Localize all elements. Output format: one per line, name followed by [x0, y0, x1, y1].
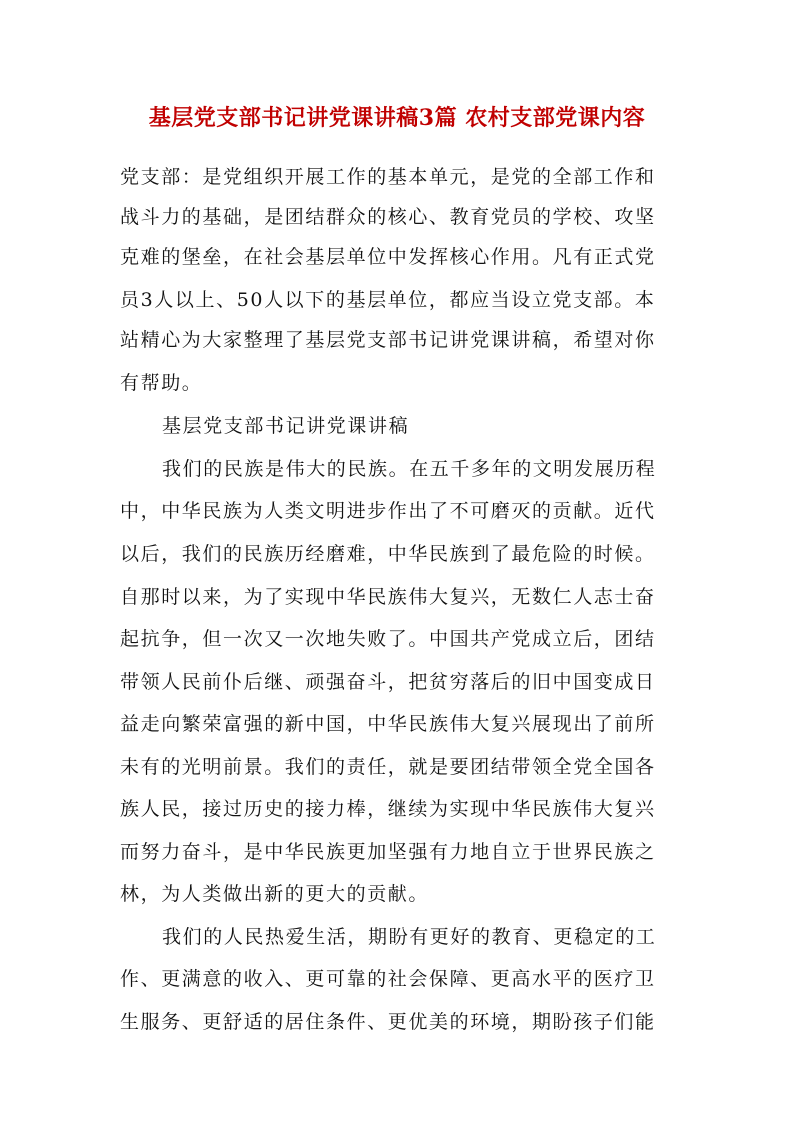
section-heading: 基层党支部书记讲党课讲稿	[162, 415, 410, 437]
paragraph-line: 我们的人民热爱生活，期盼有更好的教育、更稳定的工	[162, 926, 657, 948]
paragraph-line: 益走向繁荣富强的新中国，中华民族伟大复兴展现出了前所	[120, 713, 656, 735]
paragraph-line: 以后，我们的民族历经磨难，中华民族到了最危险的时候。	[120, 543, 656, 565]
intro-line: 站精心为大家整理了基层党支部书记讲党课讲稿，希望对你	[120, 329, 656, 351]
paragraph-line: 我们的民族是伟大的民族。在五千多年的文明发展历程	[162, 458, 657, 480]
paragraph-line: 未有的光明前景。我们的责任，就是要团结带领全党全国各	[120, 756, 656, 778]
paragraph-line: 族人民，接过历史的接力棒，继续为实现中华民族伟大复兴	[120, 798, 656, 820]
paragraph-line: 林，为人类做出新的更大的贡献。	[120, 883, 430, 905]
paragraph-line: 自那时以来，为了实现中华民族伟大复兴，无数仁人志士奋	[120, 586, 656, 608]
document-title: 基层党支部书记讲党课讲稿3篇 农村支部党课内容	[148, 105, 646, 131]
paragraph-line: 带领人民前仆后继、顽强奋斗，把贫穷落后的旧中国变成日	[120, 671, 656, 693]
paragraph-line: 生服务、更舒适的居住条件、更优美的环境，期盼孩子们能	[120, 1011, 656, 1033]
intro-line: 员3人以上、50人以下的基层单位，都应当设立党支部。本	[120, 289, 656, 311]
paragraph-line: 作、更满意的收入、更可靠的社会保障、更高水平的医疗卫	[120, 968, 656, 990]
intro-line: 有帮助。	[120, 372, 203, 394]
paragraph-line: 而努力奋斗，是中华民族更加坚强有力地自立于世界民族之	[120, 841, 656, 863]
intro-line: 战斗力的基础，是团结群众的核心、教育党员的学校、攻坚	[120, 206, 656, 228]
paragraph-line: 起抗争，但一次又一次地失败了。中国共产党成立后，团结	[120, 628, 656, 650]
intro-line: 党支部：是党组织开展工作的基本单元，是党的全部工作和	[120, 166, 656, 188]
intro-line: 克难的堡垒，在社会基层单位中发挥核心作用。凡有正式党	[120, 246, 656, 268]
paragraph-line: 中，中华民族为人类文明进步作出了不可磨灭的贡献。近代	[120, 500, 656, 522]
